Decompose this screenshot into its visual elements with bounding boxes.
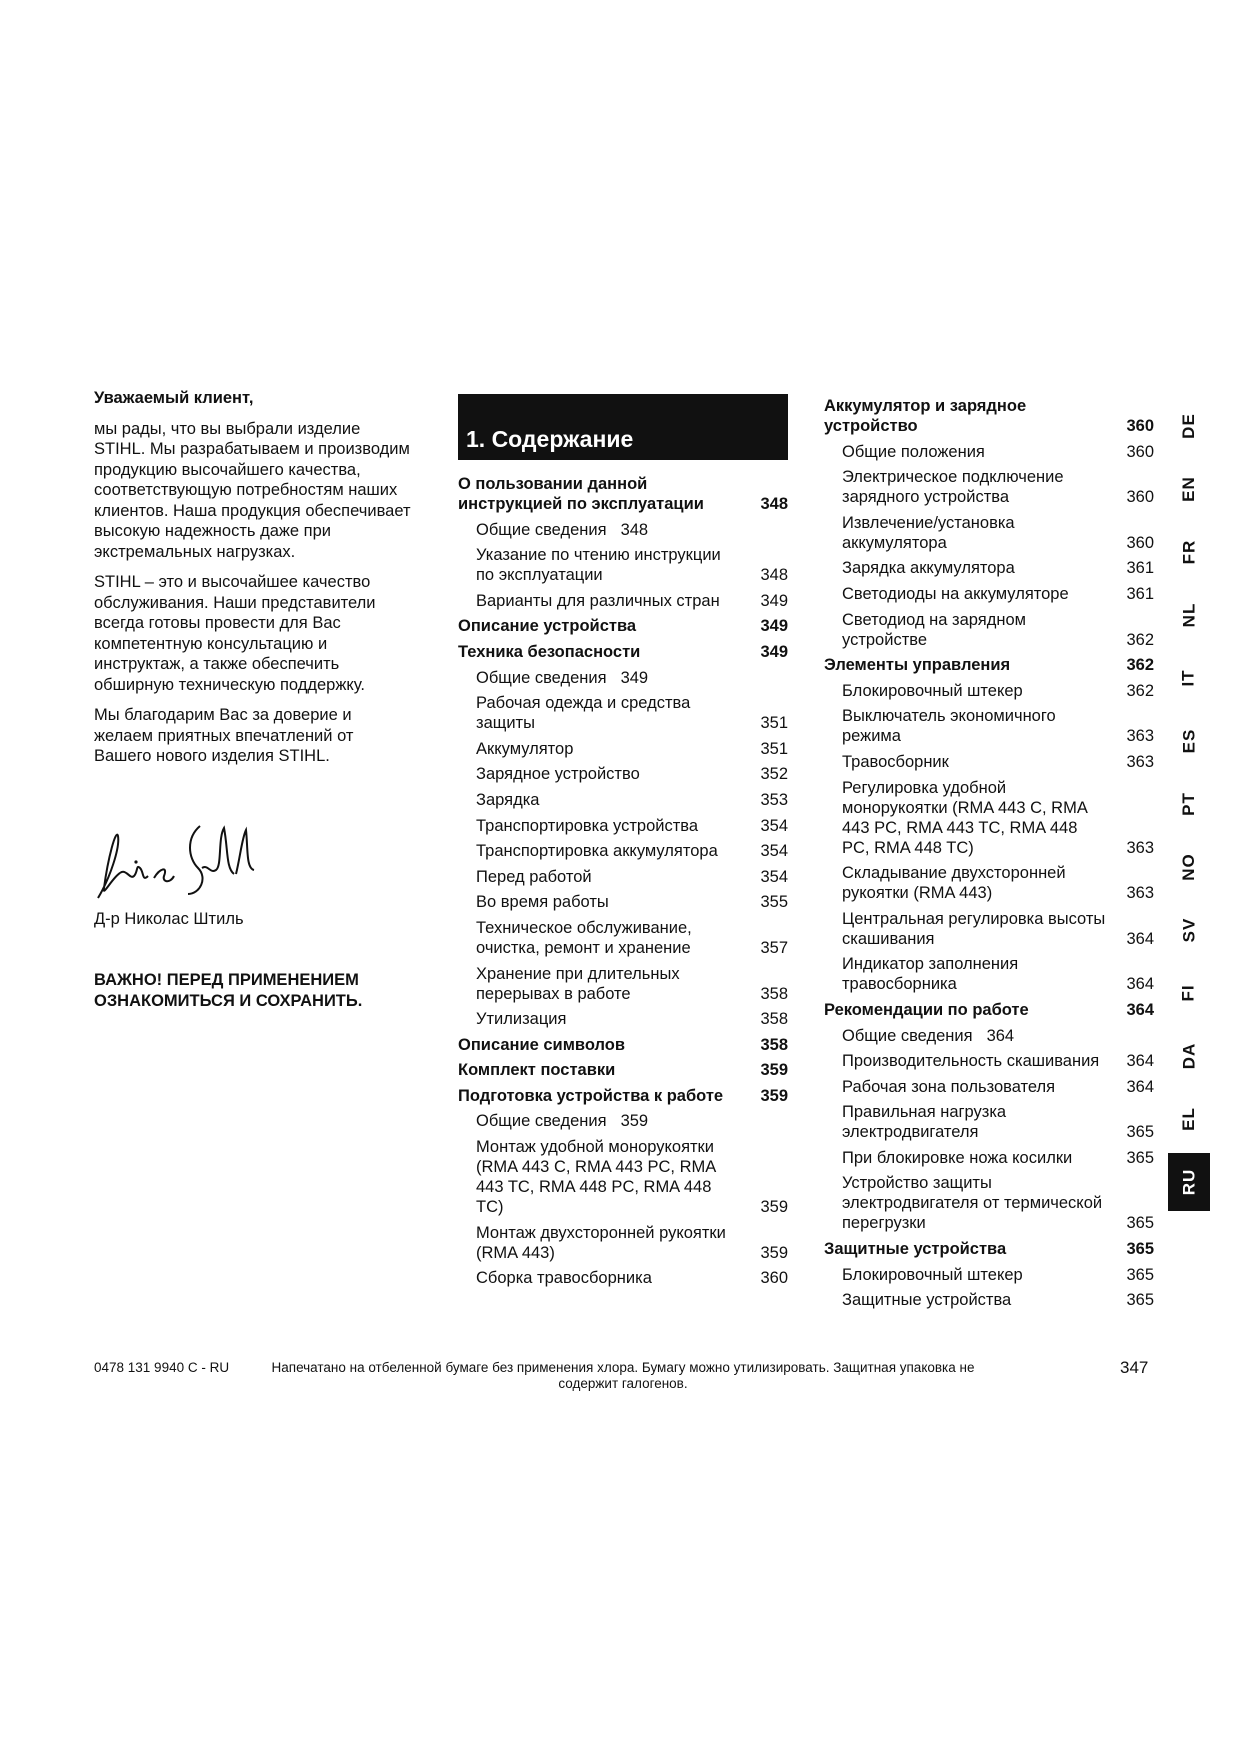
toc-page-number: 352	[760, 765, 788, 784]
toc-entry[interactable]: Описание устройства 349	[458, 617, 788, 636]
greeting-paragraph-2: STIHL – это и высочайшее качество обслуживания. Наши представители всегда готовы провести для Вас компетентную консультацию и инструктаж, а также обеспечить обширную техническую поддержку.	[94, 573, 376, 694]
toc-entry[interactable]: Защитные устройства 365	[842, 1291, 1154, 1310]
language-tab-da[interactable]: DA	[1179, 1042, 1198, 1070]
toc-page-number: 363	[1126, 752, 1154, 771]
toc-entry[interactable]: Производительность скашивания 364	[842, 1052, 1154, 1071]
language-tab-fr[interactable]: FR	[1178, 539, 1198, 565]
toc-page-number: 348	[620, 520, 649, 539]
toc-page-number: 364	[1126, 975, 1154, 994]
toc-page-number: 360	[1126, 533, 1154, 552]
toc-entry[interactable]: Аккумулятор 351	[476, 739, 788, 758]
page-number: 347	[1120, 1358, 1149, 1377]
toc-entry[interactable]: Устройство защиты электродвигателя от термической перегрузки 365	[842, 1174, 1154, 1233]
toc-entry[interactable]: Хранение при длительных перерывах в работе 358	[476, 964, 788, 1003]
toc-page-number: 359	[760, 1243, 788, 1262]
greeting-paragraph-3: Мы благодарим Вас за доверие и желаем приятных впечатлений от Вашего нового изделия STIHL.	[94, 706, 354, 765]
toc-entry[interactable]: Общие сведения 349	[476, 668, 649, 687]
toc-entry[interactable]: Рекомендации по работе 364	[824, 1000, 1154, 1019]
toc-entry[interactable]: Блокировочный штекер 365	[842, 1265, 1154, 1284]
toc-page-number: 359	[760, 1061, 788, 1080]
toc-column-1	[458, 474, 788, 1294]
toc-page-number: 351	[760, 714, 788, 733]
toc-page-number: 355	[760, 893, 788, 912]
toc-page-number: 363	[1126, 884, 1154, 903]
toc-page-number: 360	[1126, 488, 1154, 507]
toc-page-number: 365	[1126, 1148, 1154, 1167]
toc-page-number: 365	[1126, 1265, 1154, 1284]
important-notice	[94, 970, 424, 1012]
language-tab-en[interactable]: EN	[1179, 476, 1198, 502]
toc-entry[interactable]: Индикатор заполнения травосборника 364	[842, 955, 1154, 994]
toc-page-number: 362	[1126, 681, 1154, 700]
toc-entry[interactable]: Зарядное устройство 352	[476, 765, 788, 784]
language-tab-no[interactable]: NO	[1179, 853, 1198, 881]
toc-page-number: 349	[620, 668, 649, 687]
toc-page-number: 364	[1126, 1000, 1154, 1019]
toc-entry[interactable]: Подготовка устройства к работе 359	[458, 1086, 788, 1105]
toc-entry[interactable]: Зарядка аккумулятора 361	[842, 559, 1154, 578]
toc-page-number: 361	[1126, 559, 1154, 578]
toc-entry[interactable]: Правильная нагрузка электродвигателя 365	[842, 1103, 1154, 1142]
toc-entry[interactable]: Комплект поставки 359	[458, 1061, 788, 1080]
salutation: Уважаемый клиент,	[94, 389, 254, 407]
language-tab-de[interactable]: DE	[1179, 413, 1198, 439]
toc-entry[interactable]: Описание символов 358	[458, 1035, 788, 1054]
toc-title: 1. Содержание	[458, 394, 788, 460]
toc-entry[interactable]: Монтаж двухсторонней рукоятки (RMA 443) 359	[476, 1223, 788, 1262]
toc-entry[interactable]: Складывание двухсторонней рукоятки (RMA 443) 363	[842, 864, 1154, 903]
language-tab-it[interactable]: IT	[1178, 669, 1198, 687]
language-tab-fi[interactable]: FI	[1178, 984, 1198, 1002]
toc-entry[interactable]: Блокировочный штекер 362	[842, 681, 1154, 700]
toc-page-number: 365	[1126, 1291, 1154, 1310]
toc-page-number: 358	[760, 1010, 788, 1029]
toc-entry[interactable]: Общие сведения 348	[476, 520, 649, 539]
toc-page-number: 361	[1126, 584, 1154, 603]
toc-entry[interactable]: Техника безопасности 349	[458, 642, 788, 661]
toc-page-number: 362	[1126, 656, 1154, 675]
important-line-2: ОЗНАКОМИТЬСЯ И СОХРАНИТЬ.	[94, 992, 363, 1010]
toc-page-number: 351	[760, 739, 788, 758]
toc-entry[interactable]: Зарядка 353	[476, 790, 788, 809]
toc-entry[interactable]: Электрическое подключение зарядного устройства 360	[842, 468, 1154, 507]
toc-page-number: 365	[1126, 1123, 1154, 1142]
toc-page-number: 357	[760, 938, 788, 957]
toc-entry[interactable]: Выключатель экономичного режима 363	[842, 707, 1154, 746]
important-line-1: ВАЖНО! ПЕРЕД ПРИМЕНЕНИЕМ	[94, 971, 359, 989]
greeting-letter	[94, 388, 412, 777]
toc-page-number: 354	[760, 867, 788, 886]
toc-page-number: 359	[620, 1112, 649, 1131]
toc-page-number: 349	[760, 617, 788, 636]
toc-page-number: 354	[760, 842, 788, 861]
signer-name: Д-р Николас Штиль	[94, 910, 244, 928]
toc-page-number: 358	[760, 984, 788, 1003]
toc-entry[interactable]: Регулировка удобной монорукоятки (RMA 443 C, RMA 443 PC, RMA 443 TC, RMA 448 PC, RMA 448 TC) 363	[842, 778, 1154, 857]
toc-entry[interactable]: Светодиод на зарядном устройстве 362	[842, 610, 1154, 649]
toc-entry[interactable]: Аккумулятор и зарядное устройство 360	[824, 397, 1154, 435]
toc-page-number: 365	[1126, 1214, 1154, 1233]
toc-page-number: 349	[760, 642, 788, 661]
toc-entry[interactable]: Сборка травосборника 360	[476, 1269, 788, 1288]
toc-page-number: 363	[1126, 838, 1154, 857]
toc-page-number: 359	[760, 1086, 788, 1105]
toc-entry[interactable]: При блокировке ножа косилки 365	[842, 1148, 1154, 1167]
language-tab-es[interactable]: ES	[1179, 728, 1198, 754]
language-tab-sv[interactable]: SV	[1179, 917, 1198, 943]
toc-page-number: 359	[760, 1198, 788, 1217]
toc-page-number: 360	[760, 1269, 788, 1288]
toc-entry[interactable]: Транспортировка аккумулятора 354	[476, 842, 788, 861]
toc-entry[interactable]: Перед работой 354	[476, 867, 788, 886]
toc-entry[interactable]: Общие положения 360	[842, 442, 1154, 461]
toc-entry[interactable]: Защитные устройства 365	[824, 1240, 1154, 1259]
toc-entry[interactable]: Утилизация 358	[476, 1010, 788, 1029]
print-note: Напечатано на отбеленной бумаге без применения хлора. Бумагу можно утилизировать. Защитная упаковка не содержит галогенов.	[271, 1360, 975, 1391]
toc-page-number: 364	[1126, 1052, 1154, 1071]
toc-page-number: 363	[1126, 727, 1154, 746]
toc-page-number: 364	[986, 1026, 1015, 1045]
toc-page-number: 358	[760, 1035, 788, 1054]
toc-page-number: 365	[1126, 1240, 1154, 1259]
toc-page-number: 360	[1126, 442, 1154, 461]
signature-image	[90, 818, 260, 908]
language-tab-pt[interactable]: PT	[1178, 792, 1198, 816]
toc-entry[interactable]: Транспортировка устройства 354	[476, 816, 788, 835]
language-tab-nl[interactable]: NL	[1178, 602, 1198, 628]
language-tab-el[interactable]: EL	[1178, 1107, 1198, 1131]
toc-entry[interactable]: Варианты для различных стран 349	[476, 591, 788, 610]
toc-entry[interactable]: Травосборник 363	[842, 752, 1154, 771]
toc-entry[interactable]: Общие сведения 359	[476, 1112, 649, 1131]
toc-page-number: 354	[760, 816, 788, 835]
toc-entry[interactable]: Светодиоды на аккумуляторе 361	[842, 584, 1154, 603]
toc-entry[interactable]: Общие сведения 364	[842, 1026, 1015, 1045]
toc-page-number: 348	[760, 495, 788, 513]
toc-entry[interactable]: О пользовании данной инструкцией по эксплуатации 348	[458, 475, 788, 513]
toc-entry[interactable]: Рабочая зона пользователя 364	[842, 1077, 1154, 1096]
toc-page-number: 349	[760, 591, 788, 610]
document-code: 0478 131 9940 C - RU	[94, 1360, 230, 1375]
toc-page-number: 360	[1126, 417, 1154, 435]
toc-page-number: 353	[760, 790, 788, 809]
toc-entry[interactable]: Элементы управления 362	[824, 656, 1154, 675]
toc-entry[interactable]: Во время работы 355	[476, 893, 788, 912]
toc-page-number: 364	[1126, 929, 1154, 948]
greeting-paragraph-1: мы рады, что вы выбрали изделие STIHL. Мы разрабатываем и производим продукцию высочайшего качества, соответствующую потребностям наших клиентов. Наша продукция обеспечивает высокую надежность даже при экстремальных нагрузках.	[94, 419, 411, 561]
toc-entry[interactable]: Монтаж удобной монорукоятки (RMA 443 C, RMA 443 PC, RMA 443 TC, RMA 448 PC, RMA 448 TC) 359	[476, 1138, 788, 1217]
language-tab-ru-active[interactable]: RU	[1168, 1153, 1210, 1211]
toc-entry[interactable]: Рабочая одежда и средства защиты 351	[476, 694, 788, 733]
toc-entry[interactable]: Указание по чтению инструкции по эксплуатации 348	[476, 546, 788, 585]
toc-column-2	[824, 396, 1154, 1316]
toc-page-number: 348	[760, 566, 788, 585]
toc-page-number: 362	[1126, 630, 1154, 649]
toc-entry[interactable]: Извлечение/установка аккумулятора 360	[842, 513, 1154, 552]
toc-page-number: 364	[1126, 1077, 1154, 1096]
toc-entry[interactable]: Центральная регулировка высоты скашивания 364	[842, 909, 1154, 948]
toc-entry[interactable]: Техническое обслуживание, очистка, ремонт и хранение 357	[476, 918, 788, 957]
